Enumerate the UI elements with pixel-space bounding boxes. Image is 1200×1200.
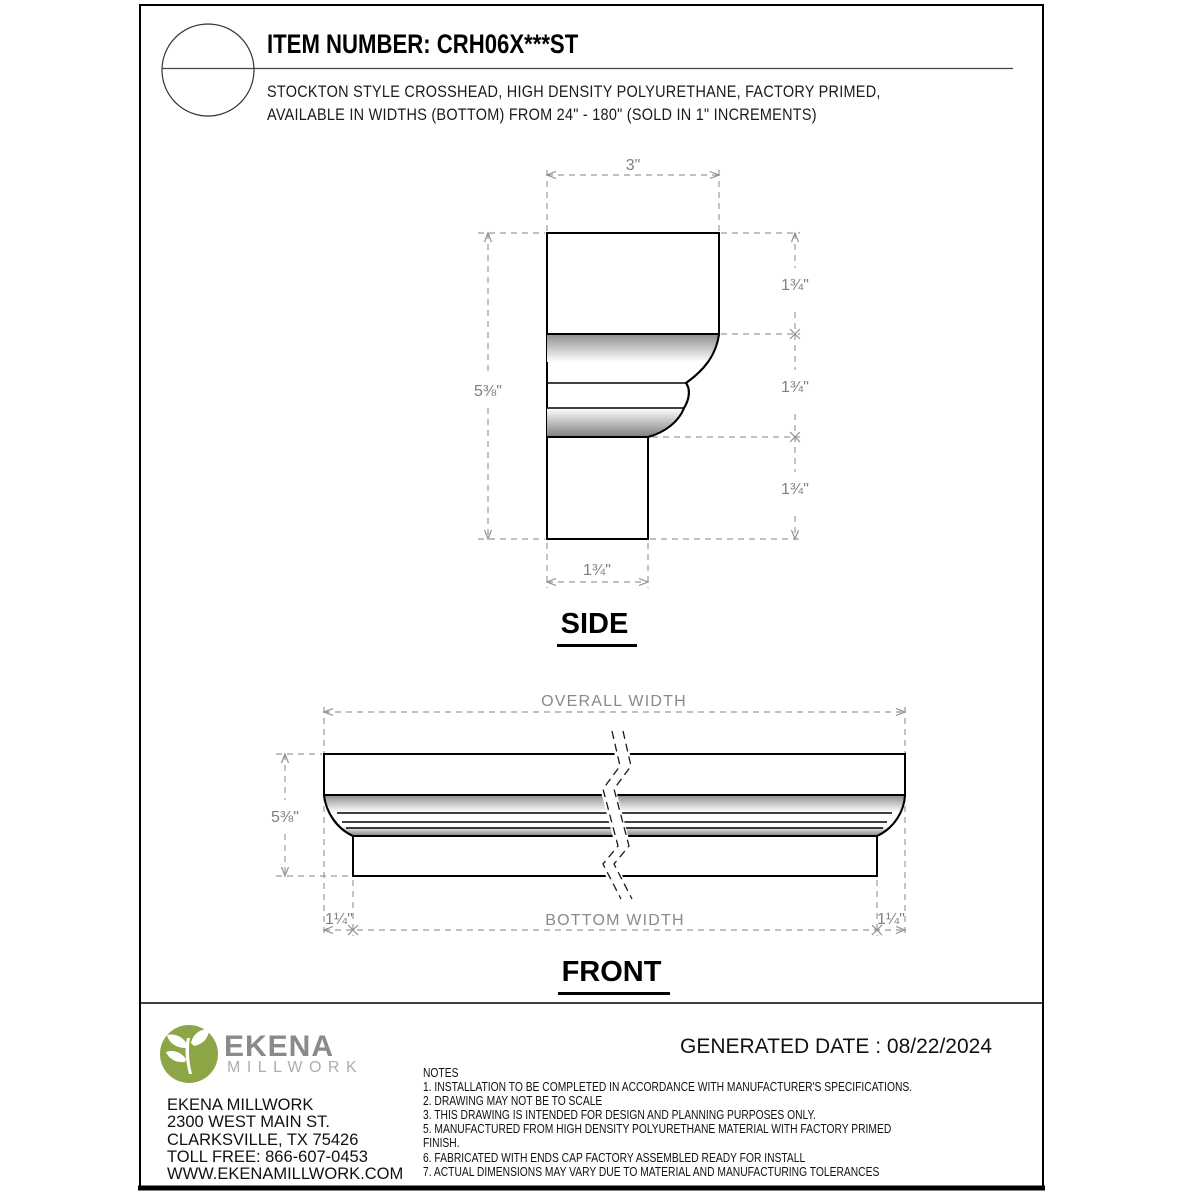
note-line: 6. FABRICATED WITH ENDS CAP FACTORY ASSEMBLED READY FOR INSTALL <box>423 1149 806 1165</box>
note-line: 2. DRAWING MAY NOT BE TO SCALE <box>423 1093 603 1109</box>
note-line: 1. INSTALLATION TO BE COMPLETED IN ACCORDANCE WITH MANUFACTURER'S SPECIFICATIONS. <box>423 1079 913 1095</box>
brand-name: EKENA <box>224 1030 335 1063</box>
address-line: TOLL FREE: 866-607-0453 <box>167 1147 368 1166</box>
address-line: WWW.EKENAMILLWORK.COM <box>167 1165 404 1184</box>
dim-front-left-inset: 1¼" <box>325 911 353 928</box>
dim-front-right-inset: 1¼" <box>877 911 905 928</box>
note-line: FINISH. <box>423 1135 460 1151</box>
title-circle-icon <box>162 24 254 116</box>
note-line: 7. ACTUAL DIMENSIONS MAY VARY DUE TO MATERIAL AND MANUFACTURING TOLERANCES <box>423 1163 880 1179</box>
address-line: CLARKSVILLE, TX 75426 <box>167 1130 359 1149</box>
dim-side-top-width: 3" <box>625 157 641 174</box>
notes-block <box>423 1066 1039 1179</box>
generated-date: GENERATED DATE : 08/22/2024 <box>679 1035 993 1058</box>
front-view-profile <box>323 731 906 899</box>
side-top-fascia <box>547 233 719 334</box>
side-bottom-board <box>547 437 648 539</box>
notes-title: NOTES <box>423 1065 459 1080</box>
note-line: 5. MANUFACTURED FROM HIGH DENSITY POLYURETHANE MATERIAL WITH FACTORY PRIMED <box>423 1121 892 1137</box>
dim-side-seg-bottom: 1¾" <box>781 481 809 498</box>
side-view-profile <box>546 233 721 539</box>
note-line: 3. THIS DRAWING IS INTENDED FOR DESIGN AND PLANNING PURPOSES ONLY. <box>423 1107 816 1123</box>
address-line: 2300 WEST MAIN ST. <box>167 1113 330 1132</box>
page-title: ITEM NUMBER: CRH06X***ST <box>267 29 579 59</box>
dim-front-height: 5⅜" <box>271 809 299 826</box>
side-view-label: SIDE <box>517 608 677 647</box>
company-address-block <box>167 1097 403 1183</box>
product-description-line-2: AVAILABLE IN WIDTHS (BOTTOM) FROM 24" - 180" (SOLD IN 1" INCREMENTS) <box>267 105 817 124</box>
brand-subname: MILLWORK <box>227 1059 364 1076</box>
dim-side-overall-height: 5⅜" <box>474 383 502 400</box>
page-border <box>138 5 1045 1188</box>
dim-side-bottom-depth: 1¾" <box>583 562 611 579</box>
address-line: EKENA MILLWORK <box>167 1096 314 1114</box>
overall-width-label: OVERALL WIDTH <box>541 693 687 710</box>
front-view-label: FRONT <box>534 956 694 995</box>
dim-side-seg-top: 1¾" <box>781 277 809 294</box>
dim-side-seg-mid: 1¾" <box>781 379 809 396</box>
bottom-width-label: BOTTOM WIDTH <box>545 912 685 929</box>
ekena-logo-icon <box>160 1025 218 1083</box>
product-description-line-1: STOCKTON STYLE CROSSHEAD, HIGH DENSITY POLYURETHANE, FACTORY PRIMED, <box>267 82 881 101</box>
